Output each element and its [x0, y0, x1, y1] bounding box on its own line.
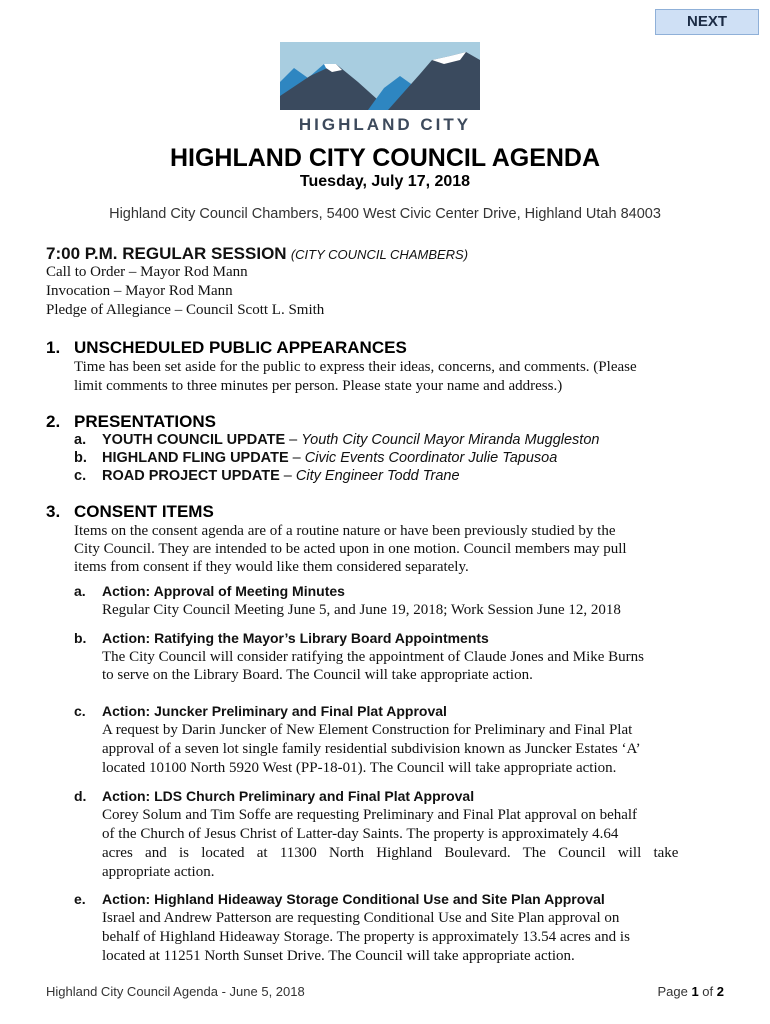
- consent-item-heading: [74, 788, 474, 804]
- page-current: 1: [691, 984, 699, 999]
- item-letter: c.: [74, 703, 86, 719]
- consent-item-title: Action: Juncker Preliminary and Final Plat Approval: [102, 703, 447, 719]
- section-number: 1.: [46, 338, 61, 357]
- item-letter: b.: [74, 630, 87, 646]
- section-body-line: items from consent if they would like them considered separately.: [74, 559, 469, 575]
- item-letter: e.: [74, 891, 86, 907]
- consent-item-heading: [74, 583, 345, 599]
- session-heading: [46, 244, 468, 264]
- presentation-presenter: City Engineer Todd Trane: [295, 468, 460, 484]
- item-letter: a.: [74, 432, 87, 448]
- consent-item-title: Action: LDS Church Preliminary and Final Plat Approval: [102, 788, 475, 804]
- consent-item-line: behalf of Highland Hideaway Storage. The property is approximately 13.54 acres and is: [102, 929, 630, 945]
- presentation-item: [74, 432, 599, 448]
- page-total: 2: [716, 984, 724, 999]
- page-prefix: Page: [657, 984, 692, 999]
- item-letter: a.: [74, 583, 86, 599]
- next-button[interactable]: NEXT: [655, 9, 759, 35]
- footer-title: Highland City Council Agenda - June 5, 2018: [46, 984, 305, 999]
- consent-item-line: appropriate action.: [102, 864, 215, 880]
- consent-item-line: of the Church of Jesus Christ of Latter-day Saints. The property is approximately 4.64: [102, 826, 619, 842]
- consent-item-line: located 10100 North 5920 West (PP-18-01). The Council will take appropriate action.: [102, 760, 617, 776]
- consent-item-heading: [74, 630, 489, 646]
- session-line: Invocation – Mayor Rod Mann: [46, 283, 233, 299]
- session-venue: (CITY COUNCIL CHAMBERS): [290, 247, 469, 262]
- section-body-line: City Council. They are intended to be acted upon in one motion. Council members may pull: [74, 541, 627, 557]
- section-body-line: Items on the consent agenda are of a routine nature or have been previously studied by the: [74, 523, 616, 539]
- consent-item-line: Regular City Council Meeting June 5, and June 19, 2018; Work Session June 12, 2018: [102, 602, 621, 618]
- consent-item-line: located at 11251 North Sunset Drive. The Council will take appropriate action.: [102, 948, 575, 964]
- session-line: Call to Order – Mayor Rod Mann: [46, 264, 248, 280]
- consent-item-title: Action: Ratifying the Mayor’s Library Board Appointments: [102, 630, 489, 646]
- section-heading-presentations: [46, 412, 216, 432]
- meeting-date: Tuesday, July 17, 2018: [299, 173, 471, 190]
- section-heading-consent: [46, 502, 214, 522]
- section-title: PRESENTATIONS: [74, 412, 216, 431]
- section-heading-unscheduled: [46, 338, 407, 358]
- page-indicator: [657, 984, 724, 999]
- item-letter: b.: [74, 450, 87, 466]
- item-letter: d.: [74, 788, 87, 804]
- section-number: 3.: [46, 502, 61, 521]
- item-letter: c.: [74, 468, 87, 484]
- consent-item-line: A request by Darin Juncker of New Element Construction for Preliminary and Final Plat: [102, 722, 633, 738]
- consent-item-title: Action: Highland Hideaway Storage Conditional Use and Site Plan Approval: [102, 891, 605, 907]
- consent-item-heading: [74, 703, 447, 719]
- meeting-location: Highland City Council Chambers, 5400 West Civic Center Drive, Highland Utah 84003: [109, 206, 661, 222]
- presentation-presenter: Youth City Council Mayor Miranda Muggleston: [301, 432, 600, 448]
- presentation-title: YOUTH COUNCIL UPDATE: [102, 432, 286, 448]
- consent-item-line: to serve on the Library Board. The Council will take appropriate action.: [102, 667, 533, 683]
- consent-item-title: Action: Approval of Meeting Minutes: [102, 583, 345, 599]
- presentation-title: ROAD PROJECT UPDATE: [102, 468, 280, 484]
- presentation-title: HIGHLAND FLING UPDATE: [102, 450, 289, 466]
- consent-item-line: acres and is located at 11300 North Highland Boulevard. The Council will take: [102, 845, 679, 861]
- section-title: UNSCHEDULED PUBLIC APPEARANCES: [74, 338, 407, 357]
- page-title: HIGHLAND CITY COUNCIL AGENDA: [169, 144, 601, 172]
- consent-item-heading: [74, 891, 605, 907]
- highland-city-logo: [280, 42, 480, 110]
- presentation-separator: –: [279, 468, 296, 484]
- presentation-item: [74, 450, 557, 466]
- presentation-separator: –: [285, 432, 302, 448]
- presentation-item: [74, 468, 460, 484]
- presentation-presenter: Civic Events Coordinator Julie Tapusoa: [304, 450, 558, 466]
- session-time-label: 7:00 P.M. REGULAR SESSION: [46, 244, 287, 263]
- page-separator: of: [698, 984, 717, 999]
- section-number: 2.: [46, 412, 61, 431]
- consent-item-line: Israel and Andrew Patterson are requesting Conditional Use and Site Plan approval on: [102, 910, 620, 926]
- consent-item-line: Corey Solum and Tim Soffe are requesting Preliminary and Final Plat approval on behalf: [102, 807, 638, 823]
- section-body-line: limit comments to three minutes per person. Please state your name and address.): [74, 378, 563, 394]
- section-title: CONSENT ITEMS: [74, 502, 214, 521]
- section-body-line: Time has been set aside for the public to express their ideas, concerns, and comments. (Please: [74, 359, 637, 375]
- consent-item-line: The City Council will consider ratifying the appointment of Claude Jones and Mike Burns: [102, 649, 644, 665]
- consent-item-line: approval of a seven lot single family residential subdivision known as Juncker Estates ‘A’: [102, 741, 641, 757]
- presentation-separator: –: [288, 450, 305, 466]
- logo-text: HIGHLAND CITY: [298, 115, 472, 134]
- session-line: Pledge of Allegiance – Council Scott L. Smith: [46, 302, 325, 318]
